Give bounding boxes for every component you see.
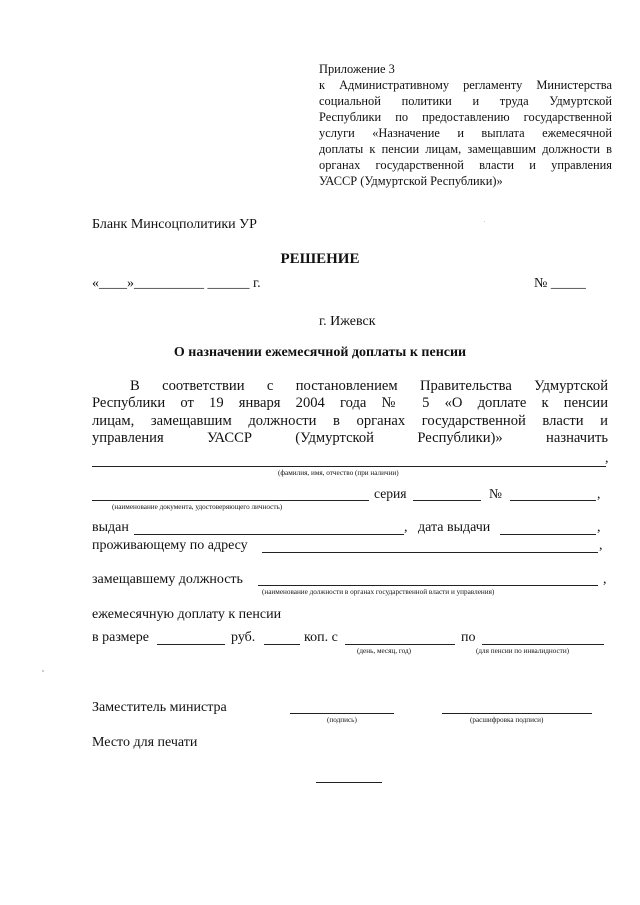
signature-caption: (подпись): [327, 716, 357, 724]
appendix-line: доплаты к пенсии лицам, замещавшим должности в: [319, 142, 612, 156]
body-line: управления УАССР (Удмуртской Республики)» назначить: [92, 430, 608, 447]
appendix-line: социальной политики и труда Удмуртской: [319, 94, 612, 108]
rub-label: руб.: [231, 630, 256, 645]
issued-comma: ,: [404, 520, 408, 535]
issue-date-comma: ,: [597, 520, 601, 535]
address-field-line: [262, 552, 598, 553]
bottom-short-line: [316, 782, 382, 783]
po-label: по: [461, 630, 476, 645]
issued-field-line: [134, 534, 404, 535]
body-paragraph: [92, 378, 608, 448]
series-field-line: [413, 500, 481, 501]
doc-comma: ,: [597, 486, 601, 501]
signature-decode-field-line: [442, 713, 592, 714]
position-label: замещавшему должность: [92, 572, 243, 587]
deputy-minister-label: Заместитель министра: [92, 700, 227, 715]
document-title: РЕШЕНИЕ: [280, 251, 360, 267]
appendix-line: Республики по предоставлению государственной: [319, 110, 612, 124]
doc-number-field-line: [510, 500, 596, 501]
appendix-line: УАССР (Удмуртской Республики)»: [319, 174, 503, 188]
issue-date-field-line: [500, 534, 596, 535]
scan-speck: [42, 670, 44, 672]
number-sign: №: [489, 486, 502, 501]
appendix-line: к Административному регламенту Министерства: [319, 78, 612, 92]
payment-label: ежемесячную доплату к пенсии: [92, 607, 282, 622]
appendix-line: Приложение 3: [319, 62, 395, 76]
stamp-place-label: Место для печати: [92, 735, 198, 750]
body-line: лицам, замещавшим должности в органах государственной власти и: [92, 412, 608, 429]
position-field-line: [258, 585, 598, 586]
fio-caption: (фамилия, имя, отчество (при наличии): [278, 469, 399, 477]
position-caption: (наименование должности в органах государственной власти и управления): [262, 588, 495, 596]
rub-field-line: [157, 644, 225, 645]
date-line: «____»__________ ______ г.: [92, 276, 261, 291]
body-line: В соответствии с постановлением Правительства Удмуртской: [130, 378, 608, 394]
appendix-line: органах государственной власти и управления: [319, 158, 612, 172]
document-field-line: [92, 500, 369, 501]
position-comma: ,: [603, 572, 607, 587]
series-label: серия: [374, 486, 407, 501]
to-date-field-line: [482, 644, 604, 645]
appendix-line: услуги «Назначение и выплата ежемесячной: [319, 126, 612, 140]
to-caption: (для пенсии по инвалидности): [476, 647, 570, 655]
amount-label: в размере: [92, 630, 149, 645]
fio-field-line: [92, 466, 606, 467]
issue-date-label: дата выдачи: [418, 520, 491, 535]
body-line: Республики от 19 января 2004 года № 5 «О доплате к пенсии: [92, 395, 608, 412]
from-caption: (день, месяц, год): [357, 647, 412, 655]
fio-comma: ,: [605, 451, 609, 466]
appendix-block: [319, 61, 612, 189]
issued-label: выдан: [92, 520, 129, 535]
signature-decode-caption: (расшифровка подписи): [470, 716, 544, 724]
from-date-field-line: [345, 644, 455, 645]
city: г. Ижевск: [319, 314, 376, 329]
kop-label: коп. с: [304, 630, 338, 645]
address-comma: ,: [599, 538, 603, 553]
subject-heading: О назначении ежемесячной доплаты к пенсии: [173, 345, 467, 360]
number-line: № _____: [534, 276, 586, 291]
kop-field-line: [264, 644, 300, 645]
blank-label: Бланк Минсоцполитики УР: [92, 217, 257, 232]
signature-field-line: [290, 713, 394, 714]
scan-speck: [484, 221, 485, 222]
address-label: проживающему по адресу: [92, 538, 248, 553]
document-caption: (наименование документа, удостоверяющего личность): [112, 503, 283, 511]
